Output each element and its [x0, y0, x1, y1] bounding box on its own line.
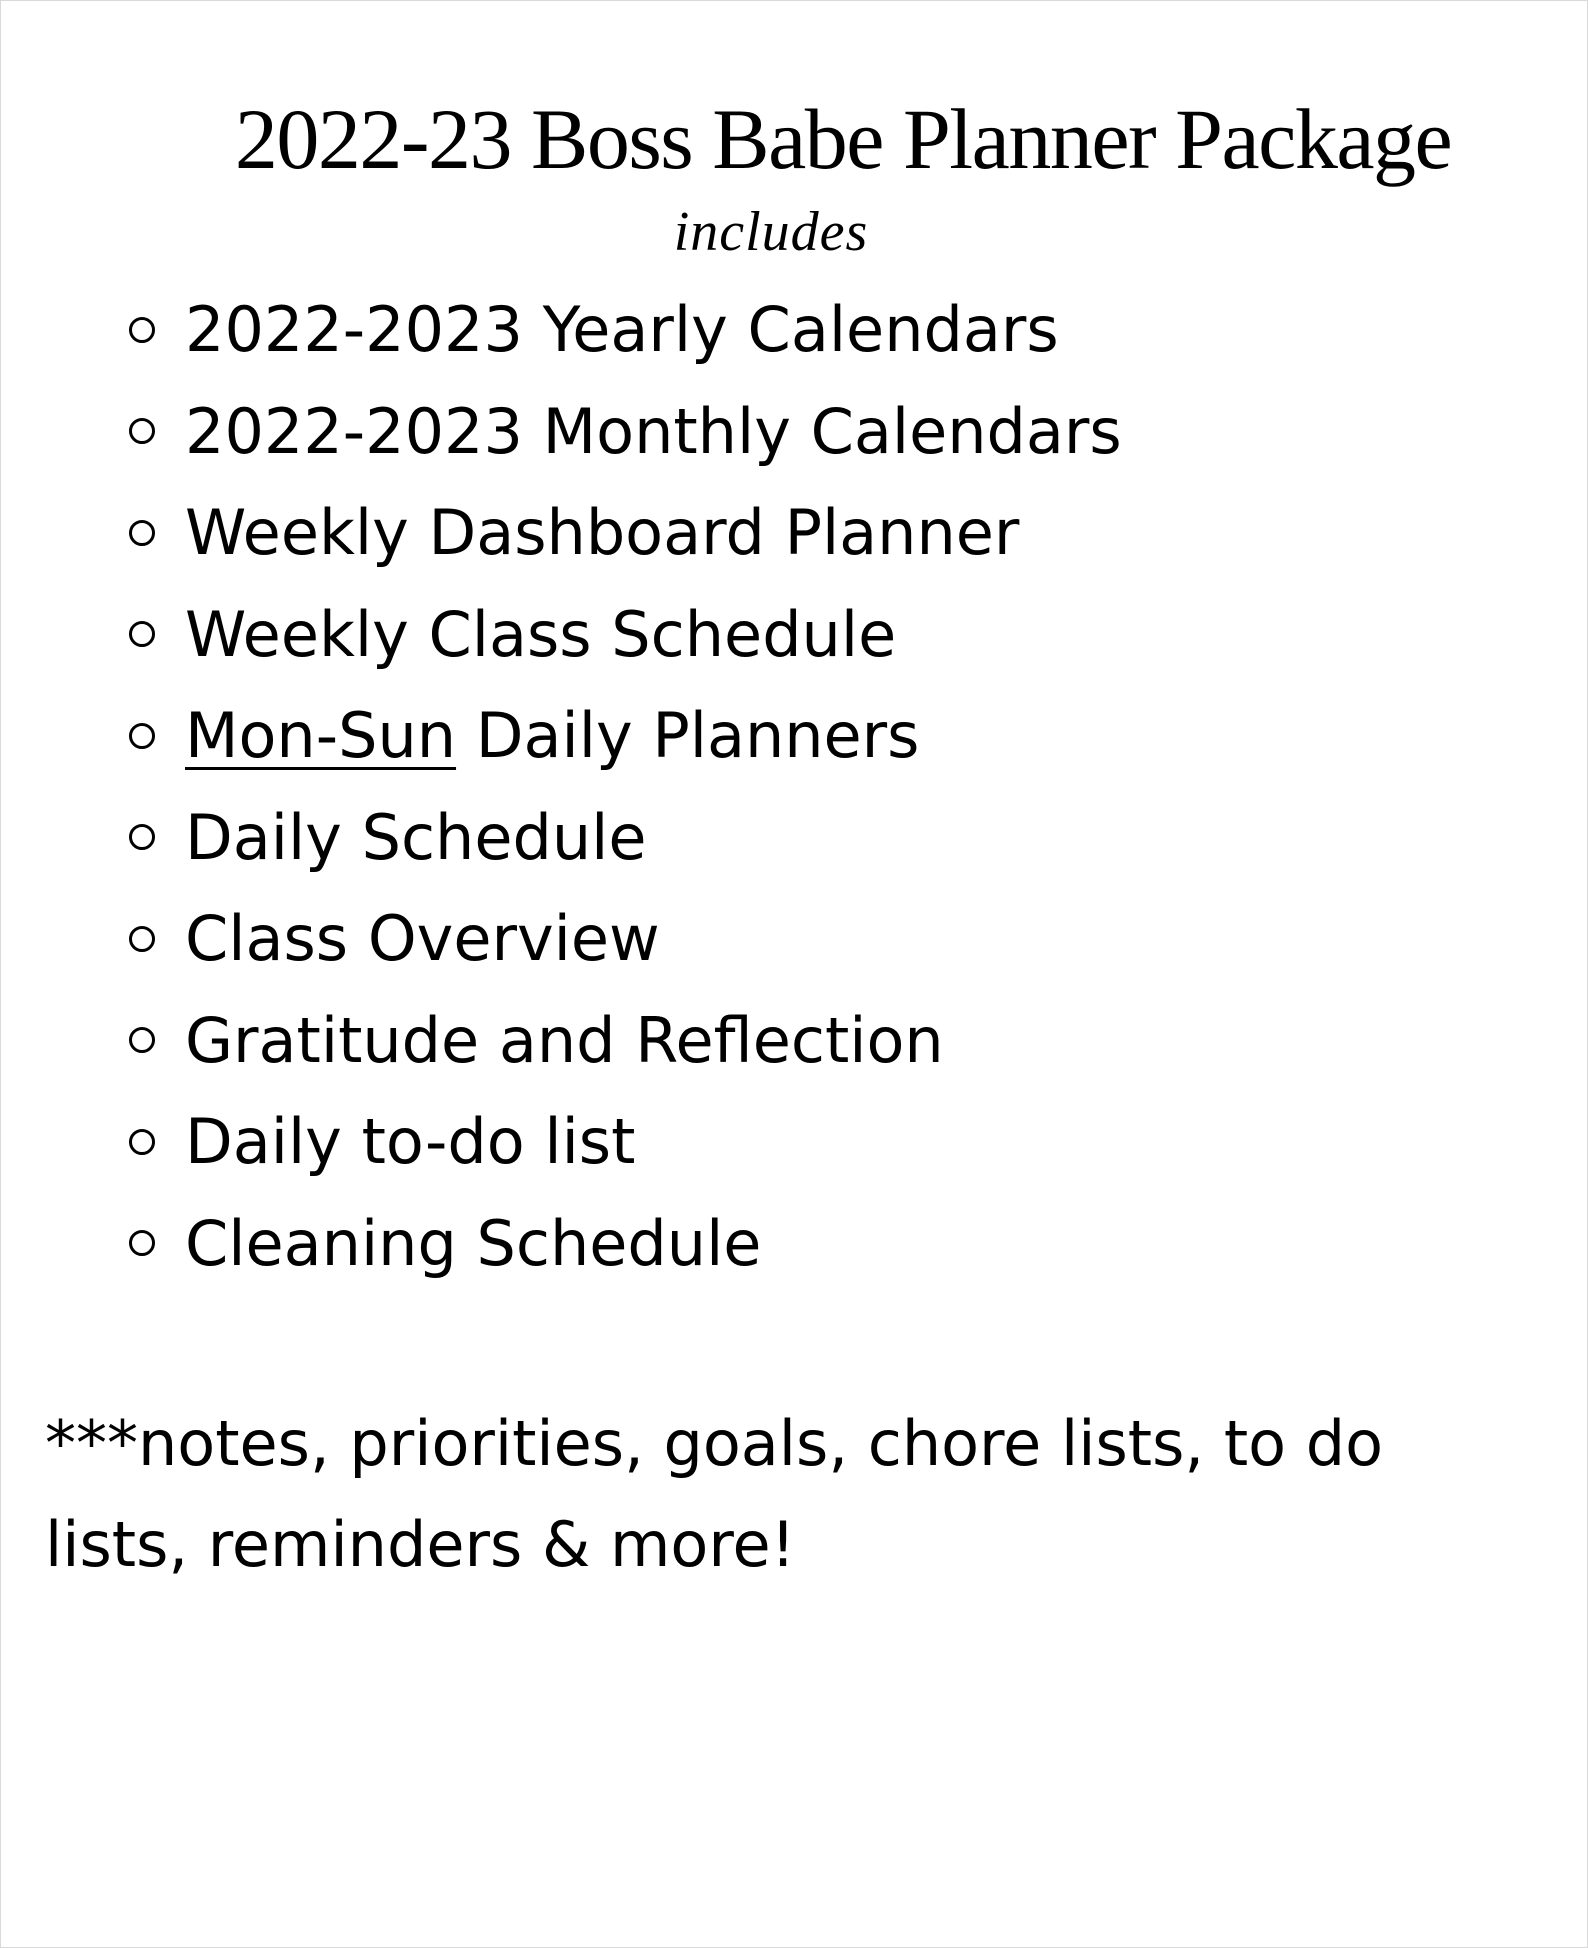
hollow-circle-bullet-icon	[129, 317, 155, 343]
hollow-circle-bullet-icon	[129, 520, 155, 546]
list-item-label: Daily to-do list	[185, 1105, 636, 1179]
list-item-label: Weekly Class Schedule	[185, 597, 897, 671]
footer-note: ***notes, priorities, goals, chore lists, to do lists, reminders & more!	[45, 1407, 1384, 1581]
list-item-label: Daily Planners	[456, 699, 920, 773]
hollow-circle-bullet-icon	[129, 621, 155, 647]
page-subtitle: includes	[673, 201, 869, 263]
list-item-label: 2022-2023 Monthly Calendars	[185, 394, 1122, 468]
list-item-daily-planners	[129, 685, 1122, 787]
list-item-label: Weekly Dashboard Planner	[185, 496, 1020, 570]
list-item-daily-todo	[129, 1091, 1122, 1193]
page-title: 2022-23 Boss Babe Planner Package	[234, 91, 1452, 187]
hollow-circle-bullet-icon	[129, 926, 155, 952]
list-item-label: Daily Schedule	[185, 800, 647, 874]
list-item-label: Gratitude and Reflection	[185, 1003, 944, 1077]
list-item-yearly-calendars	[129, 279, 1122, 381]
list-item-daily-schedule	[129, 787, 1122, 889]
list-item-gratitude-reflection	[129, 990, 1122, 1092]
list-item-label: Class Overview	[185, 902, 660, 976]
list-item-weekly-dashboard-planner	[129, 482, 1122, 584]
list-item-cleaning-schedule	[129, 1193, 1122, 1295]
list-item-weekly-class-schedule	[129, 584, 1122, 686]
hollow-circle-bullet-icon	[129, 1027, 155, 1053]
includes-list	[129, 279, 1122, 1294]
list-item-label-underlined: Mon-Sun	[185, 699, 457, 773]
hollow-circle-bullet-icon	[129, 418, 155, 444]
hollow-circle-bullet-icon	[129, 824, 155, 850]
hollow-circle-bullet-icon	[129, 723, 155, 749]
list-item-class-overview	[129, 888, 1122, 990]
hollow-circle-bullet-icon	[129, 1129, 155, 1155]
hollow-circle-bullet-icon	[129, 1230, 155, 1256]
list-item-monthly-calendars	[129, 381, 1122, 483]
list-item-label: Cleaning Schedule	[185, 1206, 762, 1280]
list-item-label: 2022-2023 Yearly Calendars	[185, 293, 1059, 367]
